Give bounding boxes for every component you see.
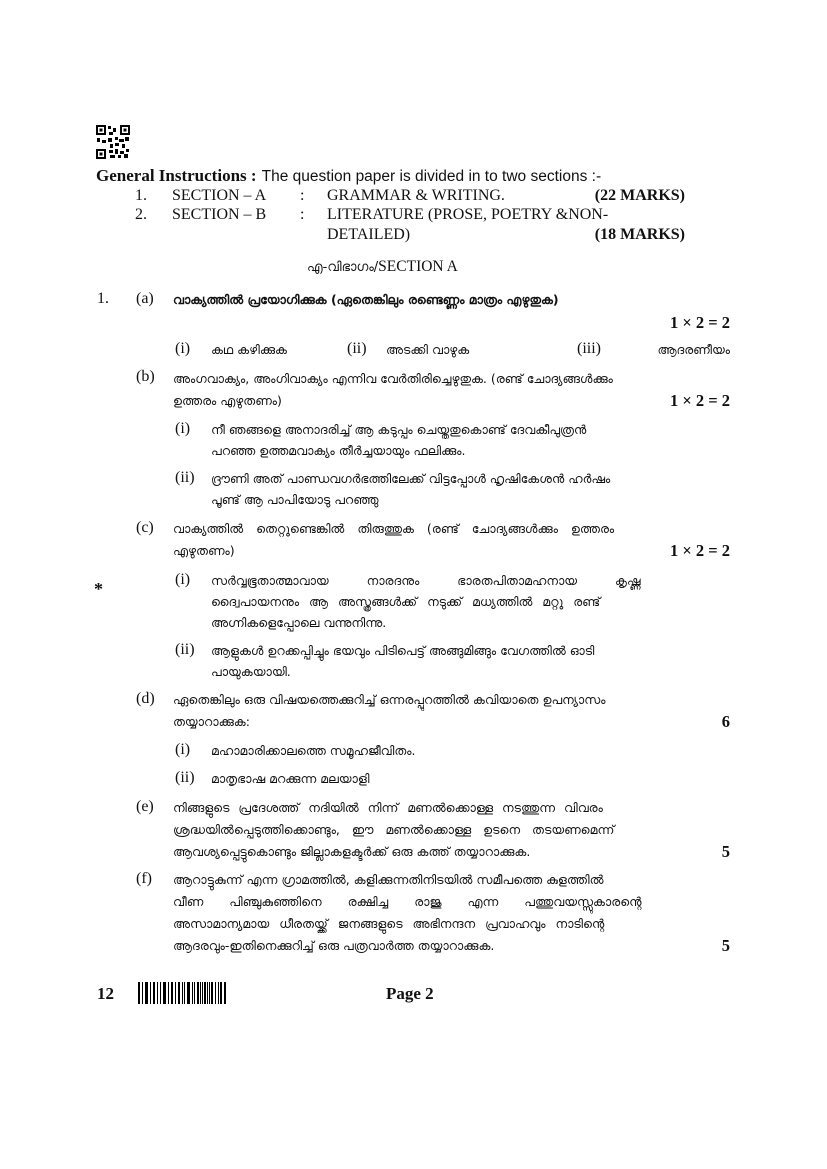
section-row-sep: : — [300, 187, 305, 204]
section-row-num: 1. — [135, 187, 147, 204]
section-row-marks: (22 MARKS) — [594, 187, 685, 204]
margin-asterisk: * — [94, 579, 103, 599]
section-row-desc: LITERATURE (PROSE, POETRY &NON- — [327, 206, 609, 223]
instructions-text: The question paper is divided in to two sections :- — [261, 168, 602, 185]
section-title-ml: എ-വിഭാഗം/ — [307, 260, 379, 275]
item-text-cont: പായുകയായി. — [211, 664, 291, 679]
part-f-text-cont: ആദരവും-ഇതിനെക്കുറിച്ച് ഒരു പത്രവാർത്ത തയ്യാറാക്കുക. — [173, 938, 495, 953]
item-text: ആളുകൾ ഉറക്കപ്പിച്ചും ഭയവും പിടിപെട്ട് അങ്ങുമിങ്ങും വേഗത്തിൽ ഓടി — [211, 643, 595, 658]
instructions-label: General Instructions : — [96, 166, 257, 185]
part-f-text: ആറാട്ടുകുന്ന് എന്ന ഗ്രാമത്തിൽ, കളിക്കുന്നതിനിടയിൽ സമീപത്തെ കുളത്തിൽ — [173, 872, 604, 887]
item-label: (i) — [175, 420, 191, 437]
part-c-text: വാക്യത്തിൽ തെറ്റുണ്ടെങ്കിൽ തിരുത്തുക (രണ്ട് ചോദ്യങ്ങൾക്കും ഉത്തരം — [173, 521, 615, 536]
part-e-text-cont: ശ്രദ്ധയിൽപ്പെടുത്തിക്കൊണ്ടും, ഈ മണൽക്കൊള്ള ഉടനെ തടയണമെന്ന് — [173, 822, 615, 837]
section-row-name: SECTION – B — [172, 206, 267, 223]
part-b-marks: 1 × 2 = 2 — [669, 391, 730, 410]
item-text: സർവ്വഭൂതാത്മാവായ നാരദനും ഭാരതപിതാമഹനായ കൃഷ്ണ — [211, 573, 641, 588]
item-text-cont: ദ്വൈപായനനും ആ അസ്ത്രങ്ങൾക്ക് നടുക്ക് മധ്യത്തിൽ മറ്റു രണ്ട് — [211, 594, 601, 609]
option-label: (ii) — [347, 340, 367, 357]
section-row-marks: (18 MARKS) — [594, 226, 685, 243]
part-f-marks: 5 — [721, 936, 730, 955]
barcode-icon — [138, 982, 226, 1004]
part-a-text: വാക്യത്തിൽ പ്രയോഗിക്കുക (ഏതെങ്കിലും രണ്ടെണ്ണം മാത്രം എഴുതുക) — [173, 292, 559, 307]
question-number: 1. — [97, 290, 109, 307]
part-label: (e) — [136, 798, 154, 815]
item-text: നീ ഞങ്ങളെ അനാദരിച്ച് ആ കടുപ്പം ചെയ്തതുകൊണ്ട് ദേവകീപുത്രൻ — [211, 422, 587, 437]
option-label: (iii) — [577, 340, 601, 357]
part-label: (b) — [136, 368, 155, 385]
section-row-num: 2. — [135, 206, 147, 223]
part-label: (f) — [136, 870, 152, 887]
item-label: (ii) — [175, 469, 195, 486]
option-label: (i) — [175, 340, 191, 357]
part-c-marks: 1 × 2 = 2 — [669, 541, 730, 560]
item-label: (ii) — [175, 641, 195, 658]
paper-code: 12 — [97, 984, 114, 1003]
page-number: Page 2 — [386, 984, 434, 1003]
item-text: മാതൃഭാഷ മറക്കുന്ന മലയാളി — [211, 771, 370, 786]
part-label: (a) — [136, 290, 154, 307]
part-label: (d) — [136, 690, 155, 707]
section-row-desc-cont: DETAILED) — [327, 226, 411, 243]
general-instructions — [96, 166, 601, 186]
item-label: (i) — [175, 741, 191, 758]
item-label: (ii) — [175, 769, 195, 786]
option-text: അടക്കി വാഴുക — [386, 342, 470, 357]
part-e-marks: 5 — [721, 842, 730, 861]
item-text-cont: അഗ്നികളെപ്പോലെ വന്നുനിന്നു. — [211, 615, 387, 630]
part-d-text-cont: തയ്യാറാക്കുക: — [173, 714, 250, 729]
part-e-text: നിങ്ങളുടെ പ്രദേശത്ത് നദിയിൽ നിന്ന് മണൽക്കൊള്ള നടത്തുന്ന വിവരം — [173, 800, 603, 815]
part-b-text: അംഗവാക്യം, അംഗിവാക്യം എന്നിവ വേർതിരിച്ചെഴുതുക. (രണ്ട് ചോദ്യങ്ങൾക്കും — [173, 371, 613, 386]
item-text: മഹാമാരിക്കാലത്തെ സമൂഹജീവിതം. — [211, 743, 416, 758]
section-row-name: SECTION – A — [172, 187, 267, 204]
item-text-cont: പറഞ്ഞ ഉത്തമവാക്യം തീർച്ചയായും ഫലിക്കും. — [211, 443, 466, 458]
part-b-text-cont: ഉത്തരം എഴുതണം) — [173, 393, 282, 408]
item-text-cont: പൂണ്ട് ആ പാപിയോടു പറഞ്ഞു — [211, 492, 379, 507]
section-row-sep: : — [300, 206, 305, 223]
part-e-text-cont: ആവശ്യപ്പെട്ടുകൊണ്ടും ജില്ലാകളക്ടർക്ക് ഒരു കത്ത് തയ്യാറാക്കുക. — [173, 844, 531, 859]
part-d-text: ഏതെങ്കിലും ഒരു വിഷയത്തെക്കുറിച്ച് ഒന്നരപ്പുറത്തിൽ കവിയാതെ ഉപന്യാസം — [173, 692, 606, 707]
section-title — [307, 257, 458, 278]
part-d-marks: 6 — [721, 712, 730, 731]
qr-code-icon — [96, 125, 130, 159]
item-text: ദ്രൗണി അത് പാണ്ഡവഗർഭത്തിലേക്ക് വിട്ടപ്പോൾ ഹൃഷികേശൻ ഹർഷം — [211, 471, 611, 486]
section-title-en: SECTION A — [378, 258, 458, 275]
section-row-desc: GRAMMAR & WRITING. — [327, 187, 505, 204]
option-text: ആദരണീയം — [657, 342, 730, 357]
part-c-text-cont: എഴുതണം) — [173, 543, 235, 558]
part-f-text-cont: അസാമാന്യമായ ധീരതയ്ക്ക് ജനങ്ങളുടെ അഭിനന്ദന പ്രവാഹവും നാടിന്റെ — [173, 916, 605, 931]
part-label: (c) — [136, 519, 154, 536]
item-label: (i) — [175, 571, 191, 588]
part-f-text-cont: വീണ പിഞ്ചുകുഞ്ഞിനെ രക്ഷിച്ച രാജു എന്ന പത്തുവയസ്സുകാരന്റെ — [173, 894, 642, 909]
option-text: കഥ കഴിക്കുക — [211, 342, 287, 357]
part-a-marks: 1 × 2 = 2 — [669, 313, 730, 332]
